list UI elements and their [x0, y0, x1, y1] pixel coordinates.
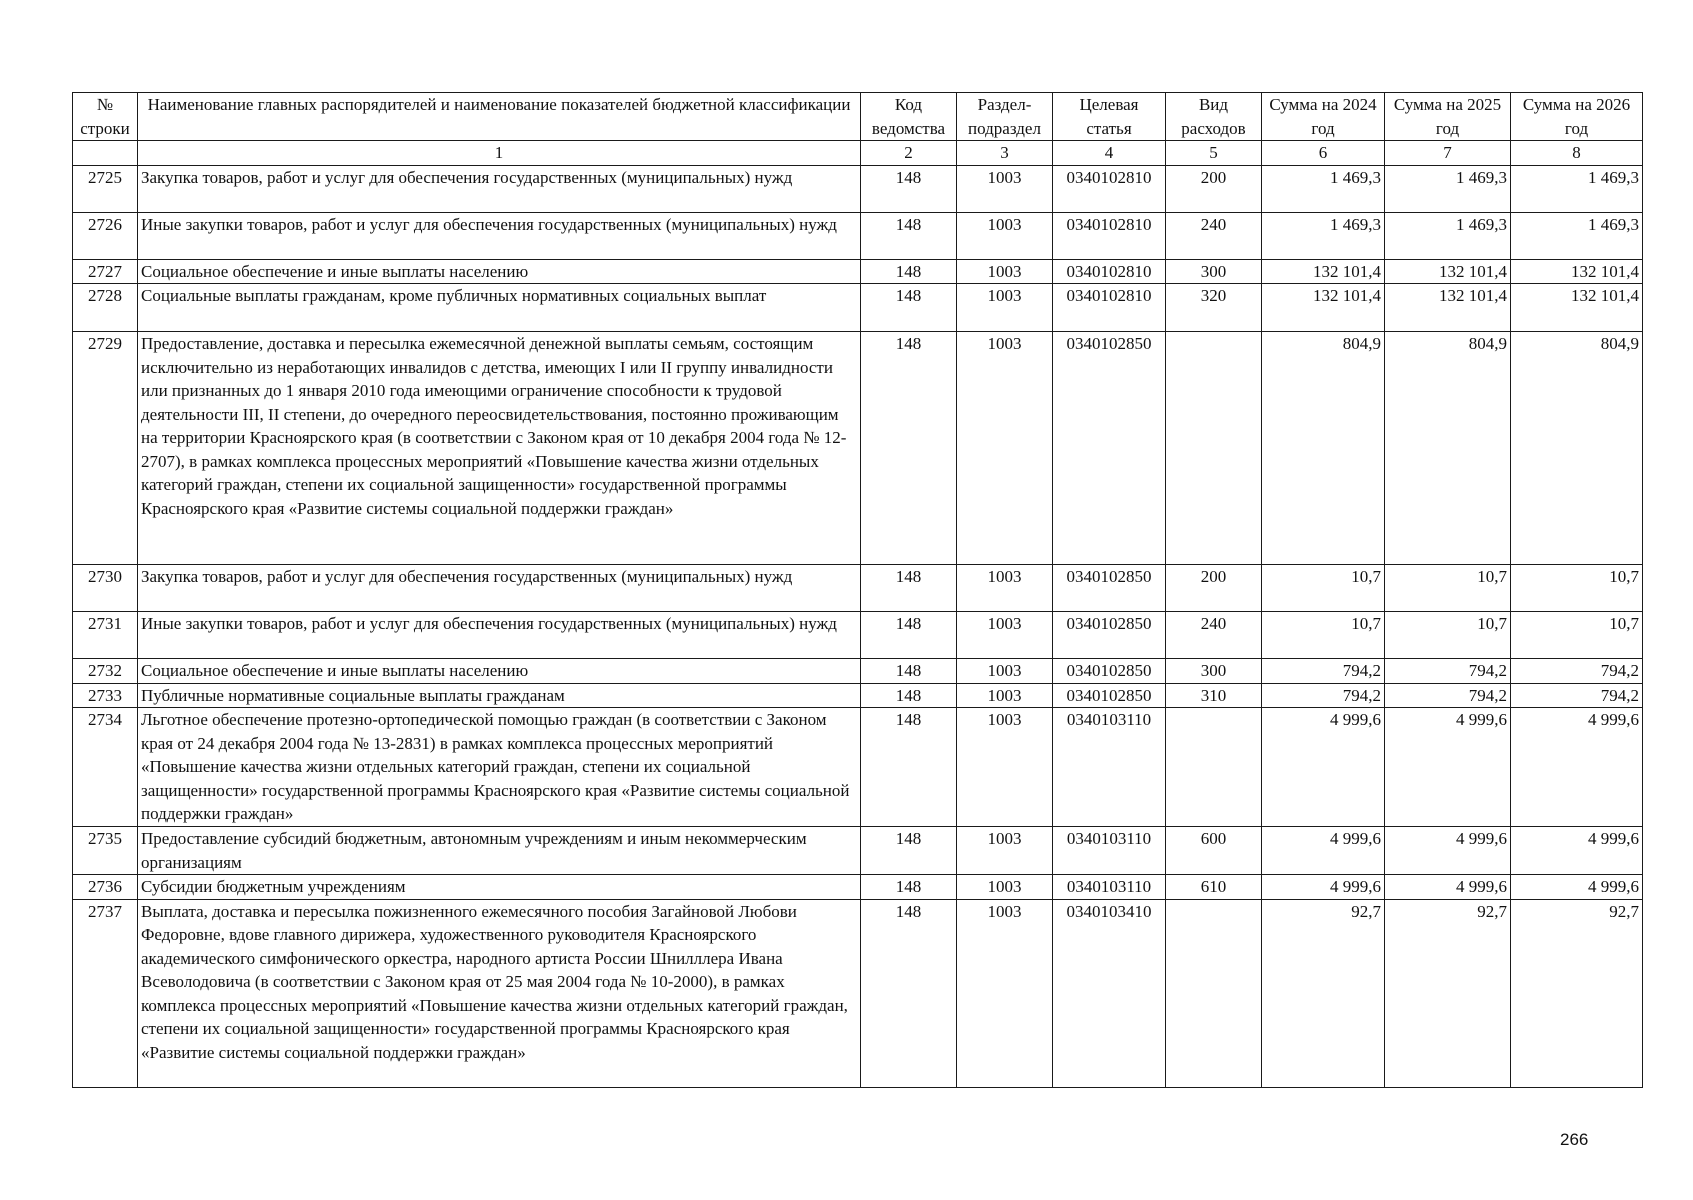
row-sum-2025: 132 101,4	[1385, 259, 1511, 284]
budget-table-sheet	[72, 92, 1642, 1088]
row-sum-2024: 92,7	[1262, 899, 1385, 1087]
row-dept-code: 148	[861, 659, 957, 684]
row-dept-code: 148	[861, 212, 957, 259]
row-section-code: 1003	[957, 284, 1053, 332]
col-number: 4	[1053, 141, 1166, 166]
row-sum-2025: 1 469,3	[1385, 165, 1511, 212]
row-expense-type: 610	[1166, 875, 1262, 900]
col-header-dept: Код ведомства	[861, 93, 957, 141]
row-sum-2025: 1 469,3	[1385, 212, 1511, 259]
row-section-code: 1003	[957, 659, 1053, 684]
row-expense-type: 240	[1166, 612, 1262, 659]
row-expense-type: 320	[1166, 284, 1262, 332]
row-sum-2024: 804,9	[1262, 332, 1385, 565]
row-sum-2026: 794,2	[1511, 683, 1643, 708]
row-sum-2026: 132 101,4	[1511, 284, 1643, 332]
row-expense-type: 200	[1166, 165, 1262, 212]
row-dept-code: 148	[861, 565, 957, 612]
row-sum-2024: 1 469,3	[1262, 165, 1385, 212]
row-expense-type: 300	[1166, 259, 1262, 284]
row-dept-code: 148	[861, 332, 957, 565]
row-number: 2727	[73, 259, 138, 284]
row-number: 2726	[73, 212, 138, 259]
row-sum-2025: 794,2	[1385, 659, 1511, 684]
col-number: 1	[138, 141, 861, 166]
row-dept-code: 148	[861, 899, 957, 1087]
row-dept-code: 148	[861, 284, 957, 332]
row-sum-2026: 794,2	[1511, 659, 1643, 684]
row-dept-code: 148	[861, 827, 957, 875]
row-name: Социальное обеспечение и иные выплаты населению	[138, 259, 861, 284]
col-number: 3	[957, 141, 1053, 166]
col-header-target: Целевая статья	[1053, 93, 1166, 141]
row-sum-2025: 92,7	[1385, 899, 1511, 1087]
row-sum-2024: 4 999,6	[1262, 827, 1385, 875]
table-row	[73, 875, 1643, 900]
table-row	[73, 708, 1643, 827]
row-sum-2026: 1 469,3	[1511, 212, 1643, 259]
row-expense-type: 200	[1166, 565, 1262, 612]
row-sum-2026: 4 999,6	[1511, 708, 1643, 827]
col-header-exp-type: Вид расходов	[1166, 93, 1262, 141]
row-number: 2728	[73, 284, 138, 332]
row-name: Предоставление субсидий бюджетным, автономным учреждениям и иным некоммерческим организациям	[138, 827, 861, 875]
row-number: 2725	[73, 165, 138, 212]
table-row	[73, 259, 1643, 284]
row-target-code: 0340103110	[1053, 875, 1166, 900]
row-dept-code: 148	[861, 165, 957, 212]
row-expense-type: 600	[1166, 827, 1262, 875]
row-sum-2025: 4 999,6	[1385, 875, 1511, 900]
table-row	[73, 332, 1643, 565]
budget-table	[72, 92, 1643, 1088]
row-target-code: 0340102810	[1053, 212, 1166, 259]
row-sum-2025: 4 999,6	[1385, 827, 1511, 875]
row-expense-type: 240	[1166, 212, 1262, 259]
row-name: Предоставление, доставка и пересылка ежемесячной денежной выплаты семьям, состоящим исключительно из неработающих инвалидов с детства, имеющих I или II группу инвалидности или признанных до 1 января 2010 года имеющими ограничение способности к трудовой деятельности III, II степени, до очередного переосвидетельствования, постоянно проживающим на территории Красноярского края (в соответствии с Законом края от 10 декабря 2004 года № 12-2707), в рамках комплекса процессных мероприятий «Повышение качества жизни отдельных категорий граждан, степени их социальной защищенности» государственной программы Красноярского края «Развитие системы социальной поддержки граждан»	[138, 332, 861, 565]
row-expense-type	[1166, 708, 1262, 827]
row-sum-2025: 794,2	[1385, 683, 1511, 708]
row-number: 2736	[73, 875, 138, 900]
row-sum-2026: 10,7	[1511, 612, 1643, 659]
row-section-code: 1003	[957, 827, 1053, 875]
row-sum-2025: 804,9	[1385, 332, 1511, 565]
col-number: 5	[1166, 141, 1262, 166]
table-row	[73, 612, 1643, 659]
table-row	[73, 827, 1643, 875]
col-number: 2	[861, 141, 957, 166]
row-sum-2024: 794,2	[1262, 683, 1385, 708]
col-number: 6	[1262, 141, 1385, 166]
row-target-code: 0340103110	[1053, 708, 1166, 827]
row-sum-2025: 10,7	[1385, 612, 1511, 659]
row-sum-2024: 10,7	[1262, 612, 1385, 659]
row-expense-type: 310	[1166, 683, 1262, 708]
row-sum-2026: 804,9	[1511, 332, 1643, 565]
row-section-code: 1003	[957, 259, 1053, 284]
row-number: 2735	[73, 827, 138, 875]
row-number: 2730	[73, 565, 138, 612]
row-sum-2026: 1 469,3	[1511, 165, 1643, 212]
row-target-code: 0340102810	[1053, 259, 1166, 284]
row-sum-2026: 4 999,6	[1511, 875, 1643, 900]
col-header-name: Наименование главных распорядителей и наименование показателей бюджетной классификации	[138, 93, 861, 141]
col-header-num: № строки	[73, 93, 138, 141]
row-sum-2024: 10,7	[1262, 565, 1385, 612]
row-name: Иные закупки товаров, работ и услуг для обеспечения государственных (муниципальных) нужд	[138, 212, 861, 259]
row-sum-2026: 132 101,4	[1511, 259, 1643, 284]
row-target-code: 0340102810	[1053, 165, 1166, 212]
col-number: 8	[1511, 141, 1643, 166]
page-number: 266	[1560, 1130, 1589, 1149]
table-row	[73, 899, 1643, 1087]
row-dept-code: 148	[861, 612, 957, 659]
row-name: Социальное обеспечение и иные выплаты населению	[138, 659, 861, 684]
row-dept-code: 148	[861, 683, 957, 708]
row-dept-code: 148	[861, 708, 957, 827]
row-target-code: 0340102850	[1053, 565, 1166, 612]
row-name: Закупка товаров, работ и услуг для обеспечения государственных (муниципальных) нужд	[138, 165, 861, 212]
row-section-code: 1003	[957, 899, 1053, 1087]
row-dept-code: 148	[861, 259, 957, 284]
row-sum-2024: 1 469,3	[1262, 212, 1385, 259]
table-row	[73, 659, 1643, 684]
row-number: 2732	[73, 659, 138, 684]
row-section-code: 1003	[957, 683, 1053, 708]
col-header-sum-2025: Сумма на 2025 год	[1385, 93, 1511, 141]
row-section-code: 1003	[957, 708, 1053, 827]
row-target-code: 0340102850	[1053, 612, 1166, 659]
row-name: Закупка товаров, работ и услуг для обеспечения государственных (муниципальных) нужд	[138, 565, 861, 612]
row-number: 2737	[73, 899, 138, 1087]
table-row	[73, 165, 1643, 212]
row-expense-type	[1166, 332, 1262, 565]
row-name: Публичные нормативные социальные выплаты гражданам	[138, 683, 861, 708]
row-name: Социальные выплаты гражданам, кроме публичных нормативных социальных выплат	[138, 284, 861, 332]
table-row	[73, 284, 1643, 332]
row-sum-2025: 4 999,6	[1385, 708, 1511, 827]
row-sum-2024: 132 101,4	[1262, 284, 1385, 332]
table-row	[73, 565, 1643, 612]
row-target-code: 0340103410	[1053, 899, 1166, 1087]
row-target-code: 0340103110	[1053, 827, 1166, 875]
row-number: 2729	[73, 332, 138, 565]
row-sum-2026: 4 999,6	[1511, 827, 1643, 875]
row-section-code: 1003	[957, 165, 1053, 212]
row-sum-2026: 10,7	[1511, 565, 1643, 612]
row-sum-2025: 10,7	[1385, 565, 1511, 612]
row-target-code: 0340102850	[1053, 332, 1166, 565]
row-target-code: 0340102810	[1053, 284, 1166, 332]
row-sum-2025: 132 101,4	[1385, 284, 1511, 332]
row-section-code: 1003	[957, 875, 1053, 900]
row-number: 2734	[73, 708, 138, 827]
row-name: Выплата, доставка и пересылка пожизненного ежемесячного пособия Загайновой Любови Федоровне, вдове главного дирижера, художественного руководителя Красноярского академического симфонического оркестра, народного артиста России Шнилллера Ивана Всеволодовича (в соответствии с Законом края от 25 мая 2004 года № 10-2000), в рамках комплекса процессных мероприятий «Повышение качества жизни отдельных категорий граждан, степени их социальной защищенности» государственной программы Красноярского края «Развитие системы социальной поддержки граждан»	[138, 899, 861, 1087]
row-section-code: 1003	[957, 565, 1053, 612]
table-row	[73, 212, 1643, 259]
col-number-blank	[73, 141, 138, 166]
row-sum-2026: 92,7	[1511, 899, 1643, 1087]
row-name: Субсидии бюджетным учреждениям	[138, 875, 861, 900]
row-sum-2024: 794,2	[1262, 659, 1385, 684]
col-header-sum-2026: Сумма на 2026 год	[1511, 93, 1643, 141]
col-number: 7	[1385, 141, 1511, 166]
row-sum-2024: 4 999,6	[1262, 875, 1385, 900]
row-target-code: 0340102850	[1053, 659, 1166, 684]
row-section-code: 1003	[957, 332, 1053, 565]
row-section-code: 1003	[957, 612, 1053, 659]
col-header-sum-2024: Сумма на 2024 год	[1262, 93, 1385, 141]
row-section-code: 1003	[957, 212, 1053, 259]
row-expense-type: 300	[1166, 659, 1262, 684]
row-name: Льготное обеспечение протезно-ортопедической помощью граждан (в соответствии с Законом края от 24 декабря 2004 года № 13-2831) в рамках комплекса процессных мероприятий «Повышение качества жизни отдельных категорий граждан, степени их социальной защищенности» государственной программы Красноярского края «Развитие системы социальной поддержки граждан»	[138, 708, 861, 827]
row-expense-type	[1166, 899, 1262, 1087]
row-dept-code: 148	[861, 875, 957, 900]
col-header-section: Раздел-подраздел	[957, 93, 1053, 141]
row-number: 2733	[73, 683, 138, 708]
table-row	[73, 683, 1643, 708]
row-number: 2731	[73, 612, 138, 659]
row-sum-2024: 132 101,4	[1262, 259, 1385, 284]
row-target-code: 0340102850	[1053, 683, 1166, 708]
row-sum-2024: 4 999,6	[1262, 708, 1385, 827]
row-name: Иные закупки товаров, работ и услуг для обеспечения государственных (муниципальных) нужд	[138, 612, 861, 659]
